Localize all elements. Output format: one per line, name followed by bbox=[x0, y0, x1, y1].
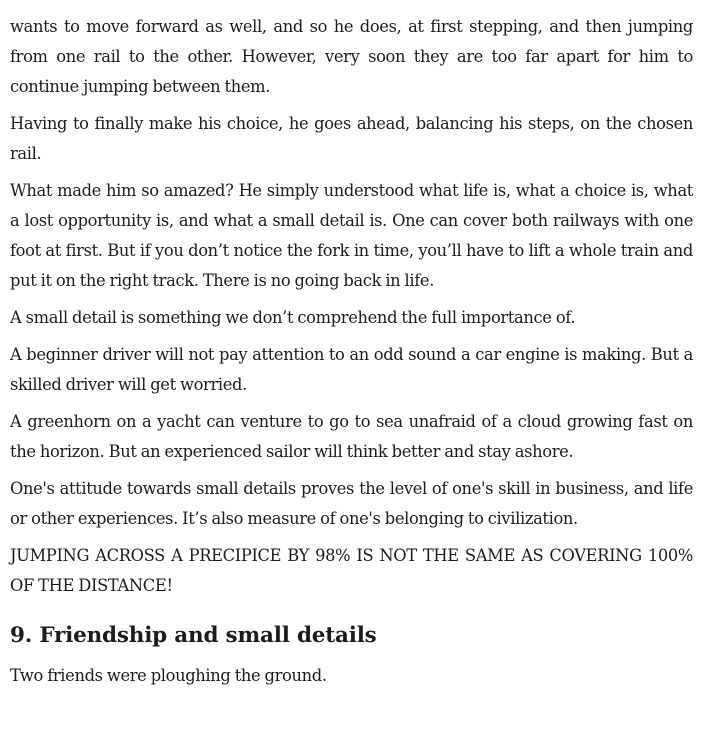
paragraph-attitude-small-details: One's attitude towards small details proves the level of one's skill in business, and life or other experiences. It’s also measure of one's belonging to civilization. bbox=[10, 479, 693, 528]
paragraph-rails-jumping: wants to move forward as well, and so he does, at first stepping, and then jumping from one rail to the other. However, very soon they are too far apart for him to continue jumping between them. bbox=[10, 17, 693, 96]
paragraph-greenhorn-yacht: A greenhorn on a yacht can venture to go to sea unafraid of a cloud growing fast on the horizon. But an experienced sailor will think better and stay ashore. bbox=[10, 412, 693, 461]
document-page bbox=[10, 12, 693, 698]
paragraph-precipice-emphasis: JUMPING ACROSS A PRECIPICE BY 98% IS NOT THE SAME AS COVERING 100% OF THE DISTANCE! bbox=[10, 546, 693, 595]
paragraph-making-choice: Having to finally make his choice, he goes ahead, balancing his steps, on the chosen rail. bbox=[10, 114, 693, 163]
paragraph-small-detail-definition: A small detail is something we don’t comprehend the full importance of. bbox=[10, 308, 576, 327]
paragraph-beginner-driver: A beginner driver will not pay attention to an odd sound a car engine is making. But a skilled driver will get worried. bbox=[10, 345, 693, 394]
section-heading: 9. Friendship and small details bbox=[10, 623, 377, 648]
paragraph-what-amazed: What made him so amazed? He simply understood what life is, what a choice is, what a lost opportunity is, and what a small detail is. One can cover both railways with one foot at first. But if you don’t notice the fork in time, you’ll have to lift a whole train and put it on the right track. There is no going back in life. bbox=[10, 181, 693, 290]
paragraph-two-friends: Two friends were ploughing the ground. bbox=[10, 666, 327, 685]
